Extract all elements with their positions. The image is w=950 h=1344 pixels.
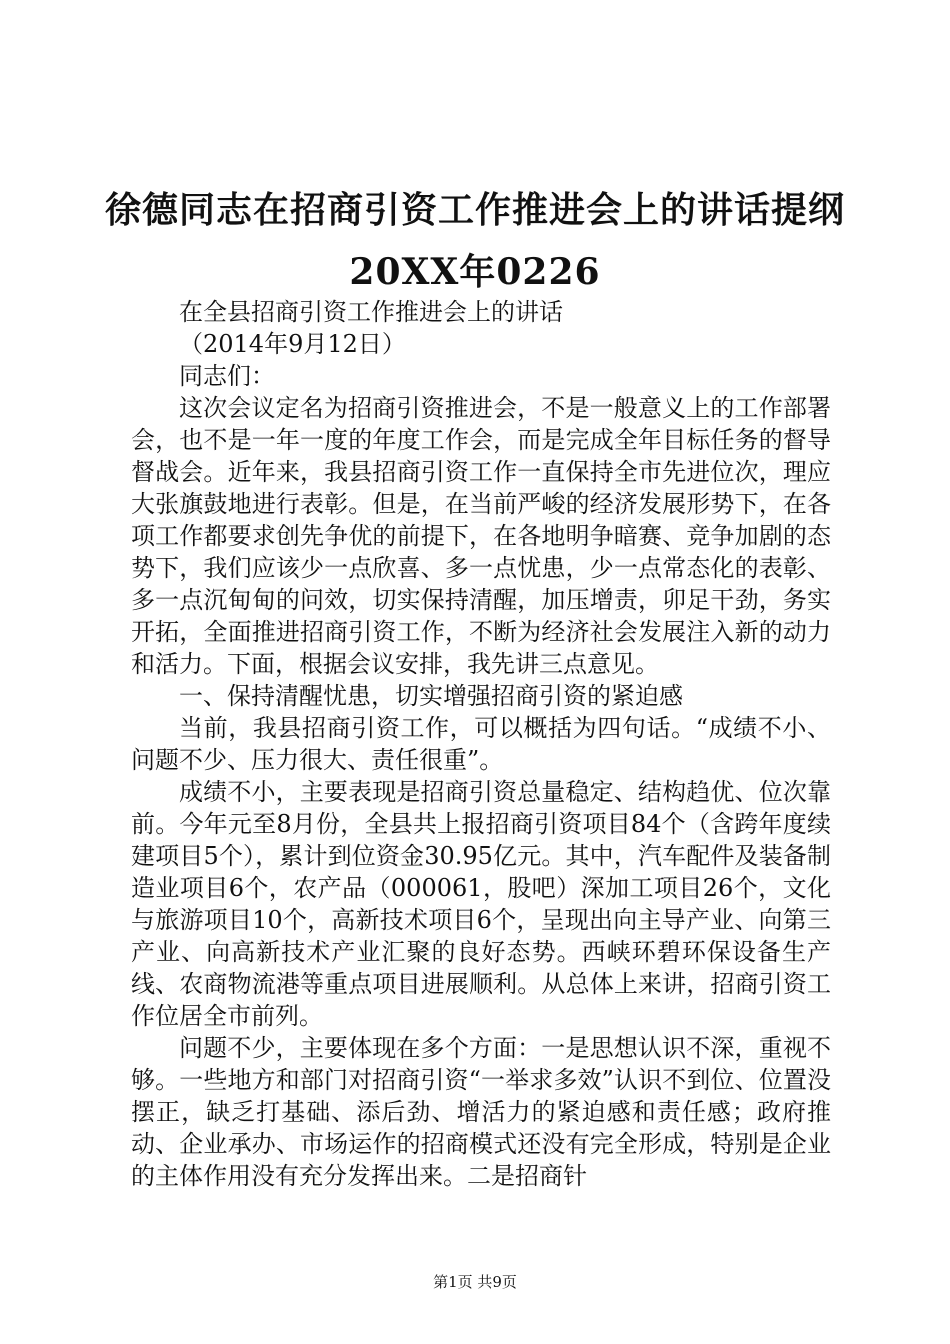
page-number-footer: 第1页 共9页 [433,1273,517,1291]
speech-heading: 在全县招商引资工作推进会上的讲话 [179,298,563,326]
section-heading: 一、保持清醒忧患，切实增强招商引资的紧迫感 [179,682,683,710]
document-title: 徐德同志在招商引资工作推进会上的讲话提纲 [104,189,845,231]
body-paragraph: 成绩不小，主要表现是招商引资总量稳定、结构趋优、位次靠前。今年元至8月份，全县共上报招商引资项目84个（含跨年度续建项目5个），累计到位资金30.95亿元。其中，汽车配件及装备制造业项目6个，农产品（000061，股吧）深加工项目26个，文化与旅游项目10个，高新技术项目6个，呈现出向主导产业、向第三产业、向高新技术产业汇聚的良好态势。西峡环碧环保设备生产线、农商物流港等重点项目进展顺利。从总体上来讲，招商引资工作位居全市前列。 [131,778,831,1030]
speech-date: （2014年9月12日） [179,330,406,358]
body-paragraph: 问题不少，主要体现在多个方面：一是思想认识不深，重视不够。一些地方和部门对招商引资“一举求多效”认识不到位、位置没摆正，缺乏打基础、添后劲、增活力的紧迫感和责任感；政府推动、企业承办、市场运作的招商模式还没有完全形成，特别是企业的主体作用没有充分发挥出来。二是招商针 [131,1034,831,1190]
document-body [131,296,831,1192]
body-paragraph: 当前，我县招商引资工作，可以概括为四句话。“成绩不小、问题不少、压力很大、责任很重”。 [131,714,831,774]
body-paragraph: 这次会议定名为招商引资推进会，不是一般意义上的工作部署会，也不是一年一度的年度工作会，而是完成全年目标任务的督导督战会。近年来，我县招商引资工作一直保持全市先进位次，理应大张旗鼓地进行表彰。但是，在当前严峻的经济发展形势下，在各项工作都要求创先争优的前提下，在各地明争暗赛、竞争加剧的态势下，我们应该少一点欣喜、多一点忧患，少一点常态化的表彰、多一点沉甸甸的问效，切实保持清醒，加压增责，卯足干劲，务实开拓，全面推进招商引资工作，不断为经济社会发展注入新的动力和活力。下面，根据会议安排，我先讲三点意见。 [131,394,831,678]
salutation: 同志们： [179,362,275,390]
document-title-date: 20XX年0226 [349,251,601,293]
